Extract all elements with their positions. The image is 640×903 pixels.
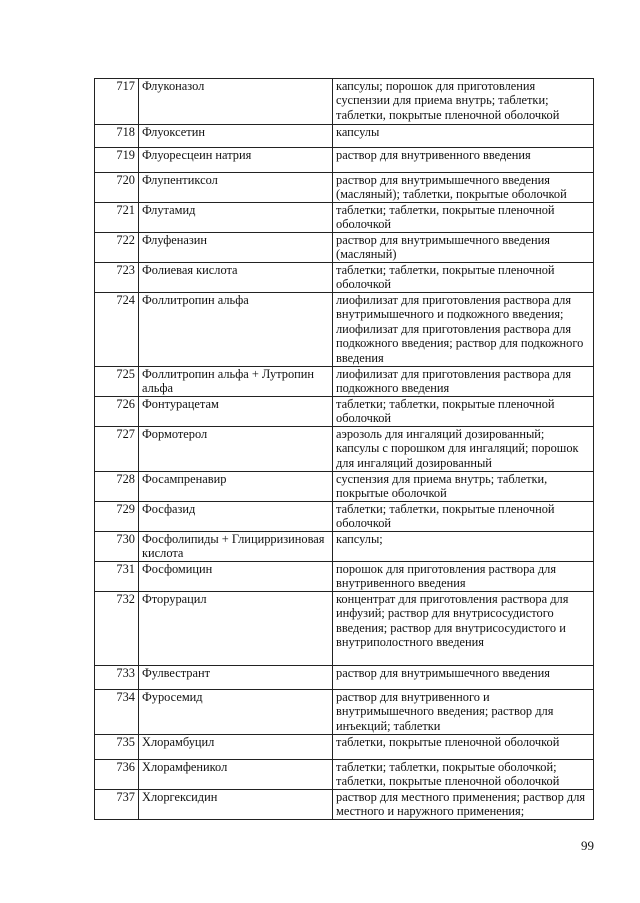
row-number: 724 bbox=[95, 293, 139, 367]
row-number: 737 bbox=[95, 790, 139, 820]
row-number: 720 bbox=[95, 173, 139, 203]
row-number: 718 bbox=[95, 125, 139, 148]
dosage-form: таблетки; таблетки, покрытые пленочной оболочкой bbox=[333, 397, 594, 427]
row-number: 722 bbox=[95, 233, 139, 263]
drug-name: Фосфолипиды + Глицирризиновая кислота bbox=[139, 532, 333, 562]
row-number: 728 bbox=[95, 472, 139, 502]
dosage-form: раствор для местного применения; раствор для местного и наружного применения; bbox=[333, 790, 594, 820]
dosage-form: капсулы; bbox=[333, 532, 594, 562]
table-row bbox=[95, 472, 594, 502]
dosage-form: раствор для внутримышечного введения (масляный) bbox=[333, 233, 594, 263]
row-number: 735 bbox=[95, 735, 139, 760]
row-number: 721 bbox=[95, 203, 139, 233]
medicines-table bbox=[94, 78, 594, 820]
dosage-form: капсулы; порошок для приготовления суспензии для приема внутрь; таблетки; таблетки, покрытые пленочной оболочкой bbox=[333, 79, 594, 125]
dosage-form: порошок для приготовления раствора для внутривенного введения bbox=[333, 562, 594, 592]
page-number: 99 bbox=[581, 838, 594, 853]
dosage-form: раствор для внутримышечного введения (масляный); таблетки, покрытые оболочкой bbox=[333, 173, 594, 203]
row-number: 723 bbox=[95, 263, 139, 293]
table-row bbox=[95, 397, 594, 427]
table-row bbox=[95, 293, 594, 367]
table-row bbox=[95, 79, 594, 125]
drug-name: Флуконазол bbox=[139, 79, 333, 125]
row-number: 717 bbox=[95, 79, 139, 125]
row-number: 719 bbox=[95, 148, 139, 173]
drug-name: Фонтурацетам bbox=[139, 397, 333, 427]
row-number: 730 bbox=[95, 532, 139, 562]
table-row bbox=[95, 760, 594, 790]
table-row bbox=[95, 562, 594, 592]
table-row bbox=[95, 735, 594, 760]
table-row bbox=[95, 148, 594, 173]
table-row bbox=[95, 233, 594, 263]
table-row bbox=[95, 203, 594, 233]
drug-name: Флуоксетин bbox=[139, 125, 333, 148]
dosage-form: таблетки; таблетки, покрытые оболочкой; таблетки, покрытые пленочной оболочкой bbox=[333, 760, 594, 790]
table-row bbox=[95, 666, 594, 690]
drug-name: Фулвестрант bbox=[139, 666, 333, 690]
table-row bbox=[95, 125, 594, 148]
row-number: 731 bbox=[95, 562, 139, 592]
table-row bbox=[95, 790, 594, 820]
dosage-form: лиофилизат для приготовления раствора для внутримышечного и подкожного введения; лиофилизат для приготовления раствора для подкожного введения; раствор для подкожного введения bbox=[333, 293, 594, 367]
drug-name: Формотерол bbox=[139, 427, 333, 472]
dosage-form: таблетки; таблетки, покрытые пленочной оболочкой bbox=[333, 203, 594, 233]
drug-name: Фуросемид bbox=[139, 690, 333, 735]
row-number: 725 bbox=[95, 367, 139, 397]
dosage-form: лиофилизат для приготовления раствора для подкожного введения bbox=[333, 367, 594, 397]
dosage-form: таблетки, покрытые пленочной оболочкой bbox=[333, 735, 594, 760]
drug-name: Фосфомицин bbox=[139, 562, 333, 592]
dosage-form: таблетки; таблетки, покрытые пленочной оболочкой bbox=[333, 502, 594, 532]
drug-name: Хлоргексидин bbox=[139, 790, 333, 820]
row-number: 729 bbox=[95, 502, 139, 532]
row-number: 732 bbox=[95, 592, 139, 666]
dosage-form: раствор для внутримышечного введения bbox=[333, 666, 594, 690]
row-number: 727 bbox=[95, 427, 139, 472]
table-row bbox=[95, 502, 594, 532]
table-row bbox=[95, 263, 594, 293]
drug-name: Фосампренавир bbox=[139, 472, 333, 502]
dosage-form: раствор для внутривенного и внутримышечного введения; раствор для инъекций; таблетки bbox=[333, 690, 594, 735]
drug-name: Фоллитропин альфа bbox=[139, 293, 333, 367]
table-row bbox=[95, 532, 594, 562]
drug-name: Фолиевая кислота bbox=[139, 263, 333, 293]
drug-name: Хлорамбуцил bbox=[139, 735, 333, 760]
dosage-form: раствор для внутривенного введения bbox=[333, 148, 594, 173]
dosage-form: аэрозоль для ингаляций дозированный; капсулы с порошком для ингаляций; порошок для ингаляций дозированный bbox=[333, 427, 594, 472]
drug-name: Флупентиксол bbox=[139, 173, 333, 203]
table-row bbox=[95, 592, 594, 666]
drug-name: Флуоресцеин натрия bbox=[139, 148, 333, 173]
dosage-form: таблетки; таблетки, покрытые пленочной оболочкой bbox=[333, 263, 594, 293]
dosage-form: капсулы bbox=[333, 125, 594, 148]
drug-name: Фоллитропин альфа + Лутропин альфа bbox=[139, 367, 333, 397]
table-row bbox=[95, 367, 594, 397]
row-number: 726 bbox=[95, 397, 139, 427]
table-row bbox=[95, 173, 594, 203]
dosage-form: концентрат для приготовления раствора для инфузий; раствор для внутрисосудистого введения; раствор для внутрисосудистого и внутриполостного введения bbox=[333, 592, 594, 666]
table-row bbox=[95, 427, 594, 472]
drug-name: Хлорамфеникол bbox=[139, 760, 333, 790]
drug-name: Фторурацил bbox=[139, 592, 333, 666]
row-number: 733 bbox=[95, 666, 139, 690]
drug-name: Флуфеназин bbox=[139, 233, 333, 263]
row-number: 736 bbox=[95, 760, 139, 790]
dosage-form: суспензия для приема внутрь; таблетки, покрытые оболочкой bbox=[333, 472, 594, 502]
row-number: 734 bbox=[95, 690, 139, 735]
drug-name: Флутамид bbox=[139, 203, 333, 233]
table-row bbox=[95, 690, 594, 735]
drug-name: Фосфазид bbox=[139, 502, 333, 532]
